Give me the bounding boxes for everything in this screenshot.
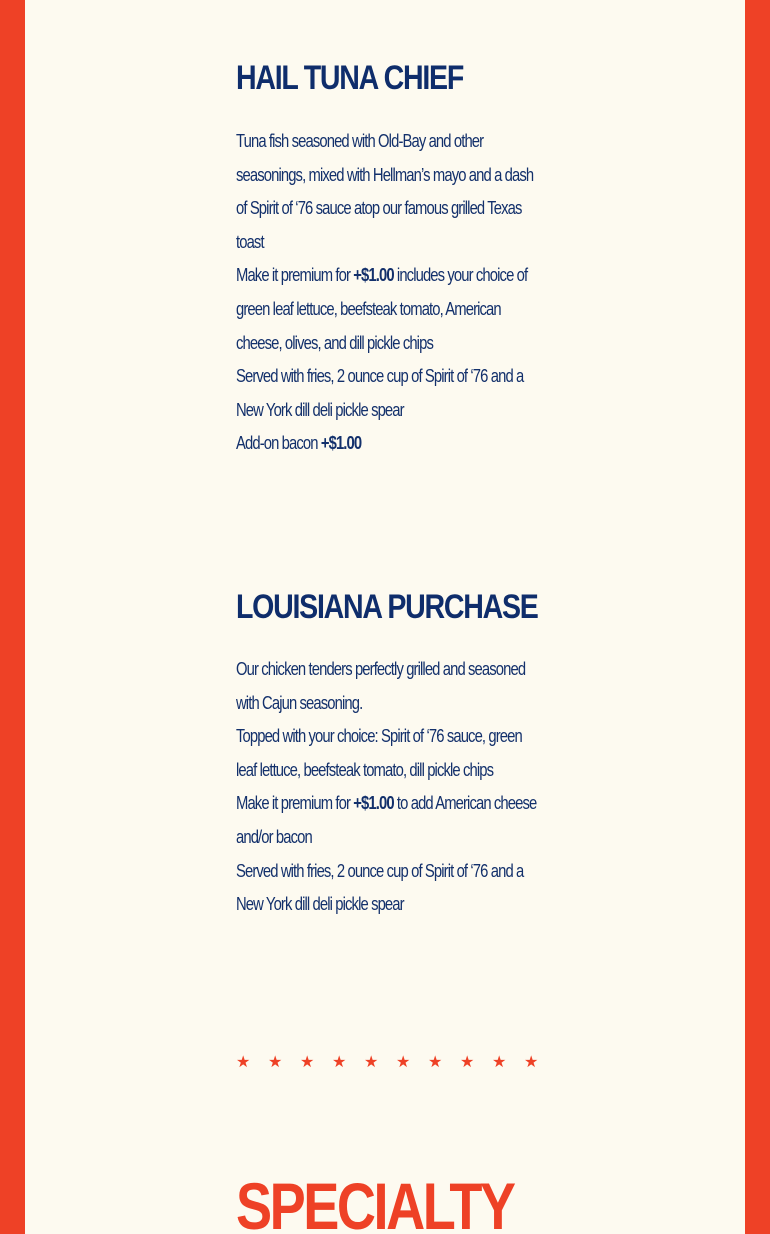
item-description [236, 652, 540, 921]
star-icon: ★ [492, 1052, 507, 1071]
star-icon: ★ [332, 1052, 347, 1071]
premium-price: +$1.00 [353, 792, 394, 814]
menu-item-hail-tuna-chief [236, 58, 541, 460]
item-served: Served with fries, 2 ounce cup of Spirit of ‘76 and a New York dill deli pickle spear [236, 859, 524, 915]
star-divider [236, 1052, 539, 1072]
addon-prefix: Add-on bacon [236, 432, 321, 454]
item-topped: Topped with your choice: Spirit of ‘76 sauce, green leaf lettuce, beefsteak tomato, dill pickle chips [236, 725, 522, 780]
premium-price: +$1.00 [353, 264, 394, 286]
item-desc-text: Tuna fish seasoned with Old-Bay and other seasonings, mixed with Hellman’s mayo and a dash of Spirit of ‘76 sauce atop our famous grilled Texas toast [236, 130, 534, 252]
star-icon: ★ [300, 1052, 315, 1071]
star-icon: ★ [236, 1052, 251, 1071]
section-title-specialty: SPECIALTY [236, 1169, 514, 1234]
item-description [236, 124, 540, 460]
item-title: LOUISIANA PURCHASE [236, 588, 538, 626]
star-icon: ★ [524, 1052, 539, 1071]
item-desc-text: Our chicken tenders perfectly grilled and seasoned with Cajun seasoning. [236, 658, 526, 713]
item-premium [236, 786, 540, 853]
item-premium [236, 258, 540, 359]
star-icon: ★ [396, 1052, 411, 1071]
menu-page [25, 0, 745, 1234]
star-icon: ★ [460, 1052, 475, 1071]
item-title: HAIL TUNA CHIEF [236, 59, 464, 97]
premium-suffix: to add American cheese and/or bacon [236, 792, 537, 847]
star-icon: ★ [428, 1052, 443, 1071]
star-icon: ★ [268, 1052, 283, 1071]
item-addon [236, 426, 540, 460]
item-served: Served with fries, 2 ounce cup of Spirit of ‘76 and a New York dill deli pickle spear [236, 365, 524, 420]
addon-price: +$1.00 [320, 432, 362, 454]
premium-prefix: Make it premium for [236, 264, 354, 286]
premium-prefix: Make it premium for [236, 792, 354, 814]
star-icon: ★ [364, 1052, 379, 1071]
premium-suffix: includes your choice of green leaf lettuce, beefsteak tomato, American cheese, olives, and dill pickle chips [236, 264, 528, 353]
menu-item-louisiana-purchase [236, 587, 541, 921]
